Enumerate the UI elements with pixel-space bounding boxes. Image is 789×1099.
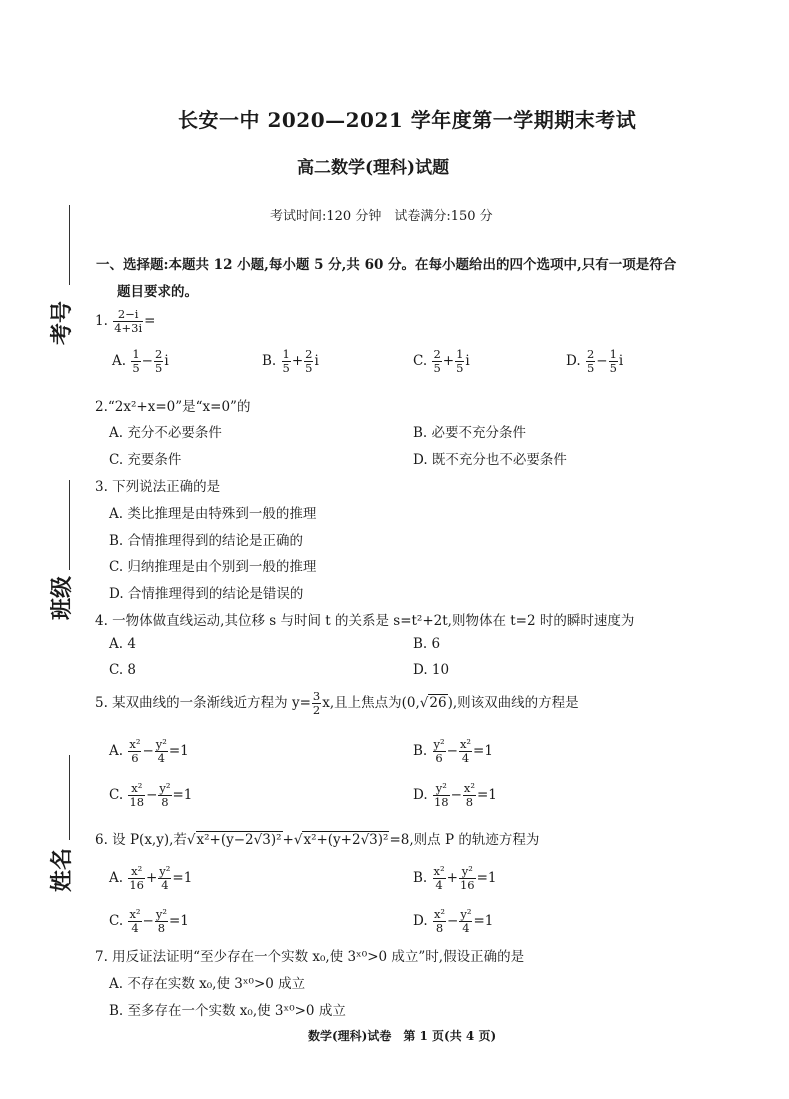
q3-option-a: A. 类比推理是由特殊到一般的推理 [109, 506, 317, 522]
q3-option-b: B. 合情推理得到的结论是正确的 [109, 533, 304, 549]
option-label: B. [413, 743, 428, 759]
equation-rhs: =1 [172, 787, 193, 803]
denominator: 4 [161, 878, 169, 892]
radicand: x²+(y−2√3)² [196, 832, 282, 848]
page-subtitle: 高二数学(理科)试题 [297, 158, 450, 178]
q2-option-c: C. 充要条件 [109, 452, 182, 468]
question-number: 1. [95, 313, 108, 329]
fraction [128, 782, 145, 809]
denominator: 8 [161, 795, 169, 809]
denominator: 5 [154, 361, 163, 375]
option-label: D. [413, 913, 428, 929]
question-2: 2.“2x²+x=0”是“x=0”的 [95, 399, 251, 415]
question-1 [95, 308, 155, 335]
numerator: y² [159, 864, 171, 878]
denominator: 5 [282, 361, 290, 375]
operator: − [450, 787, 462, 803]
denominator: 18 [433, 795, 449, 809]
question-6: 6. 设 P(x,y),若√x²+(y−2√3)²+√x²+(y+2√3)²=8,则点 P 的轨迹方程为 [95, 832, 540, 848]
fraction [155, 908, 168, 935]
q6-option-c [109, 908, 189, 935]
operator: − [596, 353, 608, 369]
fraction [312, 690, 321, 717]
numerator: x² [463, 781, 475, 795]
q4-option-d: D. 10 [413, 662, 450, 678]
q4-option-c: C. 8 [109, 662, 137, 678]
q6-option-b [413, 865, 496, 892]
operator: − [447, 913, 459, 929]
numerator: 2 [154, 347, 163, 361]
fraction [609, 348, 618, 375]
q2-option-d: D. 既不充分也不必要条件 [413, 452, 567, 468]
numerator: y² [459, 865, 476, 879]
fraction [433, 908, 446, 935]
option-label: A. [112, 353, 127, 369]
operator: − [142, 913, 154, 929]
q2-option-b: B. 必要不充分条件 [413, 425, 527, 441]
question-text: 6. 设 P(x,y),若 [95, 832, 187, 848]
imaginary-unit: i [314, 353, 319, 369]
denominator: 8 [435, 921, 444, 935]
q5-option-a [109, 738, 189, 765]
denominator: 16 [459, 878, 475, 892]
denominator: 4 [461, 751, 470, 765]
q1-option-c [413, 348, 470, 375]
q7-option-a: A. 不存在实数 x₀,使 3ˣ⁰>0 成立 [109, 976, 306, 992]
operator: + [282, 832, 294, 848]
denominator: 6 [435, 751, 443, 765]
operator: − [446, 743, 458, 759]
q4-option-a: A. 4 [109, 636, 136, 652]
sidebar-line-middle [69, 480, 70, 570]
fraction [304, 348, 313, 375]
operator: + [145, 870, 158, 886]
q4-option-b: B. 6 [413, 636, 441, 652]
q3-option-d: D. 合情推理得到的结论是错误的 [109, 586, 304, 602]
equation-rhs: =1 [168, 913, 189, 929]
fraction [158, 782, 171, 809]
numerator: x² [459, 737, 472, 751]
q6-option-a [109, 865, 192, 892]
name-label: 姓名 [50, 847, 75, 892]
denominator: 2 [312, 703, 321, 717]
numerator: y² [460, 907, 472, 921]
fraction [128, 908, 141, 935]
numerator: x² [128, 865, 145, 879]
question-text: x,且上焦点为(0, [322, 695, 420, 711]
q2-option-a: A. 充分不必要条件 [109, 425, 222, 441]
option-label: D. [413, 787, 428, 803]
denominator: 8 [157, 921, 166, 935]
fraction [463, 782, 476, 809]
denominator: 18 [129, 795, 145, 809]
numerator: 2 [433, 347, 441, 361]
numerator: y² [155, 737, 167, 751]
fraction [154, 348, 163, 375]
q5-option-c [109, 782, 192, 809]
q1-option-a [112, 348, 169, 375]
denominator: 5 [586, 361, 595, 375]
numerator: x² [129, 907, 141, 921]
numerator: 1 [282, 347, 290, 361]
fraction [131, 348, 140, 375]
option-label: C. [109, 787, 124, 803]
q7-option-b: B. 至多存在一个实数 x₀,使 3ˣ⁰>0 成立 [109, 1003, 346, 1019]
numerator: y² [159, 781, 171, 795]
denominator: 5 [456, 361, 464, 375]
fraction [459, 908, 472, 935]
q1-option-b [262, 348, 319, 375]
numerator: y² [433, 737, 445, 751]
page-title: 长安一中 2020—2021 学年度第一学期期末考试 [178, 108, 637, 132]
equation-rhs: =1 [476, 870, 497, 886]
class-label: 班级 [50, 575, 75, 620]
numerator: 2 [305, 347, 313, 361]
section-heading-line1: 一、选择题:本题共 12 小题,每小题 5 分,共 60 分。在每小题给出的四个选项中,只有一项是符合 [96, 257, 677, 273]
option-label: B. [413, 870, 428, 886]
equation-rhs: =1 [172, 870, 193, 886]
denominator: 5 [305, 361, 313, 375]
q6-option-d [413, 908, 493, 935]
radicand: 26 [429, 695, 447, 711]
equation-rhs: =1 [477, 787, 497, 803]
question-text: =8,则点 P 的轨迹方程为 [389, 832, 540, 848]
equation-rhs: =1 [473, 913, 494, 929]
operator: + [442, 353, 455, 369]
operator: − [142, 743, 154, 759]
option-label: A. [109, 870, 124, 886]
numerator: x² [129, 737, 141, 751]
exam-number-label: 考号 [50, 300, 75, 345]
fraction [455, 348, 464, 375]
exam-info: 考试时间:120 分钟 试卷满分:150 分 [270, 209, 493, 224]
q5-option-d [413, 782, 497, 809]
denominator: 8 [465, 795, 474, 809]
denominator: 4 [157, 751, 165, 765]
equation-rhs: =1 [168, 743, 189, 759]
numerator: 2 [586, 347, 595, 361]
numerator: 1 [456, 347, 464, 361]
numerator: x² [433, 907, 446, 921]
fraction [459, 865, 476, 892]
q3-option-c: C. 归纳推理是由个别到一般的推理 [109, 559, 317, 575]
numerator: 2−i [113, 308, 143, 322]
operator: + [446, 870, 458, 886]
question-text: ),则该双曲线的方程是 [447, 695, 579, 711]
radicand: x²+(y+2√3)² [303, 832, 389, 848]
sidebar-line-top [69, 205, 70, 285]
option-label: B. [262, 353, 277, 369]
operator: − [141, 353, 153, 369]
fraction [433, 782, 450, 809]
equation-rhs: =1 [473, 743, 493, 759]
fraction [158, 865, 171, 892]
question-4: 4. 一物体做直线运动,其位移 s 与时间 t 的关系是 s=t²+2t,则物体在 t=2 时的瞬时速度为 [95, 613, 635, 629]
fraction [459, 738, 472, 765]
imaginary-unit: i [618, 353, 624, 369]
denominator: 6 [131, 751, 139, 765]
numerator: 1 [609, 347, 617, 361]
denominator: 5 [132, 361, 140, 375]
question-text: 5. 某双曲线的一条渐线近方程为 y= [95, 695, 311, 711]
fraction [282, 348, 291, 375]
question-7: 7. 用反证法证明“至少存在一个实数 x₀,使 3ˣ⁰>0 成立”时,假设正确的是 [95, 949, 525, 965]
fraction [433, 738, 446, 765]
option-label: D. [566, 353, 581, 369]
operator: + [291, 353, 304, 369]
denominator: 4+3i [114, 321, 143, 335]
page-footer: 数学(理科)试卷 第 1 页(共 4 页) [308, 1029, 497, 1043]
option-label: A. [109, 743, 124, 759]
question-5: 5. 某双曲线的一条渐线近方程为 y= $\frac{3}{2}$ x,且上焦点为(0,√26),则该双曲线的方程是 [95, 689, 579, 717]
section-heading-line2: 题目要求的。 [117, 284, 198, 300]
numerator: x² [128, 782, 145, 796]
imaginary-unit: i [164, 353, 169, 369]
denominator: 4 [131, 921, 139, 935]
denominator: 4 [462, 921, 470, 935]
fraction [586, 348, 595, 375]
sidebar-line-bottom [69, 755, 70, 840]
fraction [128, 738, 141, 765]
numerator: 1 [132, 347, 140, 361]
fraction [433, 865, 446, 892]
denominator: 16 [129, 878, 144, 892]
fraction [128, 865, 145, 892]
imaginary-unit: i [465, 353, 470, 369]
numerator: y² [433, 782, 450, 796]
fraction [432, 348, 441, 375]
numerator: x² [433, 864, 445, 878]
option-label: C. [109, 913, 124, 929]
numerator: 3 [312, 689, 321, 703]
denominator: 4 [435, 878, 443, 892]
denominator: 5 [609, 361, 617, 375]
fraction [155, 738, 168, 765]
option-label: C. [413, 353, 428, 369]
fraction [113, 308, 143, 335]
numerator: y² [155, 907, 167, 921]
denominator: 5 [433, 361, 441, 375]
equals-sign: = [144, 313, 156, 329]
operator: − [146, 787, 158, 803]
q5-option-b [413, 738, 493, 765]
question-3: 3. 下列说法正确的是 [95, 479, 221, 495]
q1-option-d [566, 348, 623, 375]
